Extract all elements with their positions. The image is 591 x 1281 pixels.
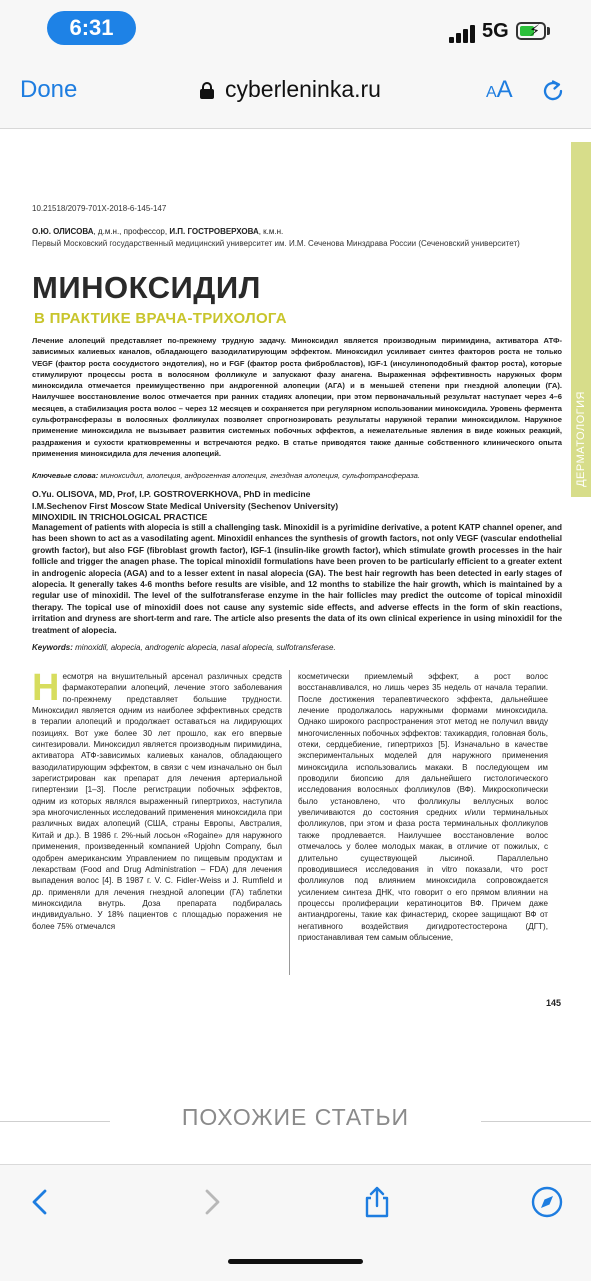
similar-articles-heading[interactable]: ПОХОЖИЕ СТАТЬИ xyxy=(181,1104,410,1130)
article-title: МИНОКСИДИЛ xyxy=(32,270,261,305)
text-size-small: A xyxy=(486,84,497,101)
battery-icon: ⚡ xyxy=(516,22,546,40)
cellular-signal-icon xyxy=(449,23,477,43)
done-button[interactable]: Done xyxy=(20,76,78,103)
text-size-large: A xyxy=(496,76,513,103)
section-tag: ДЕРМАТОЛОГИЯ xyxy=(575,391,587,487)
authors-en: O.Yu. OLISOVA, MD, Prof, I.P. GOSTROVERKHOVA, PhD in medicine I.M.Sechenov First Moscow State Medical University (Sechenov University) MINOXIDIL IN TRICHOLOGICAL PRACTICE xyxy=(32,489,339,522)
body-column-left: Несмотря на внушительный арсенал различных средств фармакотерапии алопеций, лечение этого заболевания по-прежнему представляет большие трудности. Миноксидил является одним из наиболее эффективных средств в терапии алопеций и продолжает оставаться на лидирующих позициях. Вот уже более 30 лет прошло, как его впервые синтезировали. Миноксидил является производным пиримидина, активатора АТФ-зависимых калиевых каналов, обладающего вазодилатирующим эффектом, в связи с чем изначально он был зарегистрирован как препарат для лечения артериальной гипертензии [1–3]. После регистрации побочных эффектов, одним из которых являлся выраженный гипертрихоз, наступила эра многочисленных исследований применения миноксидила при различных видах алопеций (США, страны Европы, Австралия, Китай и др.). В 1986 г. 2%-ный лосьон «Rogaine» для наружного применения, произведенный компанией Upjohn Company, был одобрен американским Управлением по пищевым продуктам и лекарствам (Food and Drug Administration – FDA) для лечения выпадения волос [4]. В 1987 г. V. C. Fidler-Weiss и J. Rumfield и др. применяли для лечения гнездной алопеции (ГА) таблетки миноксидила внутрь. Доза препарата подбиралась индивидуально. У 18% пациентов с площадью поражения не более 75% отмечался xyxy=(32,667,282,931)
compass-icon[interactable] xyxy=(530,1185,564,1219)
similar-articles-section xyxy=(0,1104,591,1164)
page-number: 145 xyxy=(546,998,562,1008)
text-size-button[interactable] xyxy=(486,76,513,104)
body-column-right: косметически приемлемый эффект, а рост волос восстанавливался, но лишь через 35 недель от начала терапии. После достижения терапевтического эффекта, дальнейшее лечение продолжалось наружными формами миноксидила. Однако широкого распространения этот метод не получил ввиду многочисленных побочных эффектов: тахикардия, головная боль, отеки, сердцебиение, гипертрихоз [5]. Изначально в качестве экспериментальных моделей для наружного применения миноксидила использовались макаки. В последующем им проводили биопсию для дальнейшего гистологического исследования волосяных фолликулов (ВФ). Микроскопически было установлено, что фолликулы веллусных волос увеличиваются до состояния средних и/или терминальных фолликулов, при этом и фаза роста терминальных фолликулов также продлевается. Наилучшее восстановление волос отмечалось у более молодых макак, в отличие от пожилых, с длительно существующей лысиной. Параллельно проводившиеся исследования in vitro показали, что рост фолликулов под влиянием миноксидила сопровождается усилением синтеза ДНК, что говорит о его прямом влиянии на процессы пролиферации кератиноцитов ВФ. Причем даже антиандрогены, такие как финастерид, скорее защищают ВФ от негативного воздействия дигидротестостерона (ДГТ), приостанавливая тем самым облысение, xyxy=(298,672,548,942)
abstract-en: Management of patients with alopecia is still a challenging task. Minoxidil is a pyrimidine derivative, a potent KATP channel opener, and has been shown to act as a vasodilating agent. Minoxidil enhances the synthesis of growth factors, not only VEGF (vascular endothelial growth factor), but also FGF (fibroblast growth factor), IGF-1 (insulin-like growth factor), which stimulate growth processes in the hair follicle and trigger the anagen phase. The topical minoxidil formulations have been proven to be particularly efficient to a greater extent in androgenic alopecia (AGA) and to a lesser extent in nasal alopecia (GA). The best hair regrowth has been detected in early stages of alopecia. It generally takes 4-6 months before results are visible, and 12 months to stabilize the hair growth, which is maintained by a regular use of minoxidil. The level of the sulfotransferase enzyme in the hair follicles may predict the outcome of topical minoxidil therapy. The topical use of minoxidil does not cause any systemic side effects, and adverse effects in the form of skin reactions, irritation and dryness are short-term and rare. The article also presents the data of its own clinical experience in using minoxidil for the treatment of alopecia. xyxy=(32,523,562,635)
authors-ru: О.Ю. ОЛИСОВА, д.м.н., профессор, И.П. ГОСТРОВЕРХОВА, к.м.н. xyxy=(32,227,284,236)
article-page xyxy=(0,142,591,1104)
clock-time: 6:31 xyxy=(69,15,114,40)
reload-icon[interactable] xyxy=(540,78,566,104)
abstract-ru: Лечение алопеций представляет по-прежнему трудную задачу. Миноксидил является производным пиримидина, активатора АТФ-зависимых калиевых каналов, обладающего вазодилатирующим эффектом. Миноксидил усиливает синтез факторов роста не только VEGF (фактор роста сосудистого эндотелия), но и FGF (фактор роста фибробластов), IGF-1 (инсулиноподобный фактор роста), которые стимулируют процессы роста в волосяном фолликуле и запускают фазу анагена. Выраженная эффективность наружных форм миноксидила отмечается преимущественно при андрогенной алопеции (АГА) и в меньшей степени при гнездной алопеции (ГА). Наилучшее восстановление волос отмечается при ранних стадиях алопеции, при этом первоначальный результат наступает через 4–6 месяцев, а стабилизация роста волос – через 12 месяцев и сохраняется при регулярном использовании миноксидила. Уровень фермента сульфотрансферазы в волосяных фолликулах позволяет спрогнозировать результаты наружной терапии миноксидилом. Наружное применение миноксидила не вызывает развития системных побочных эффектов, а нежелательные явления в виде кожных реакций, раздражения и сухости кратковременны и встречаются редко. В статье приводятся также данные собственного клинического опыта применения миноксидила для лечения алопеций. xyxy=(32,336,562,458)
chevron-left-icon[interactable] xyxy=(24,1185,58,1219)
network-type: 5G xyxy=(482,20,509,42)
browser-top-bar xyxy=(0,56,591,129)
status-bar xyxy=(0,0,591,56)
article-subtitle: В ПРАКТИКЕ ВРАЧА-ТРИХОЛОГА xyxy=(34,310,287,327)
share-icon[interactable] xyxy=(360,1185,394,1219)
doi: 10.21518/2079-701X-2018-6-145-147 xyxy=(32,204,167,213)
url-label[interactable]: cyberleninka.ru xyxy=(225,76,381,102)
dropcap: Н xyxy=(32,667,60,709)
lock-icon xyxy=(200,82,214,99)
chevron-right-icon[interactable] xyxy=(194,1185,228,1219)
home-indicator[interactable] xyxy=(228,1259,363,1264)
keywords-ru: Ключевые слова: миноксидил, алопеция, андрогенная алопеция, гнездная алопеция, сульфотрансфераза. xyxy=(32,471,420,480)
column-divider xyxy=(289,670,290,975)
keywords-en: Keywords: minoxidil, alopecia, androgenic alopecia, nasal alopecia, sulfotransferase. xyxy=(32,643,336,652)
affiliation-ru: Первый Московский государственный медицинский университет им. И.М. Сеченова Минздрава России (Сеченовский университет) xyxy=(32,239,520,248)
clock-pill[interactable] xyxy=(47,11,136,45)
battery-tip xyxy=(547,27,550,35)
